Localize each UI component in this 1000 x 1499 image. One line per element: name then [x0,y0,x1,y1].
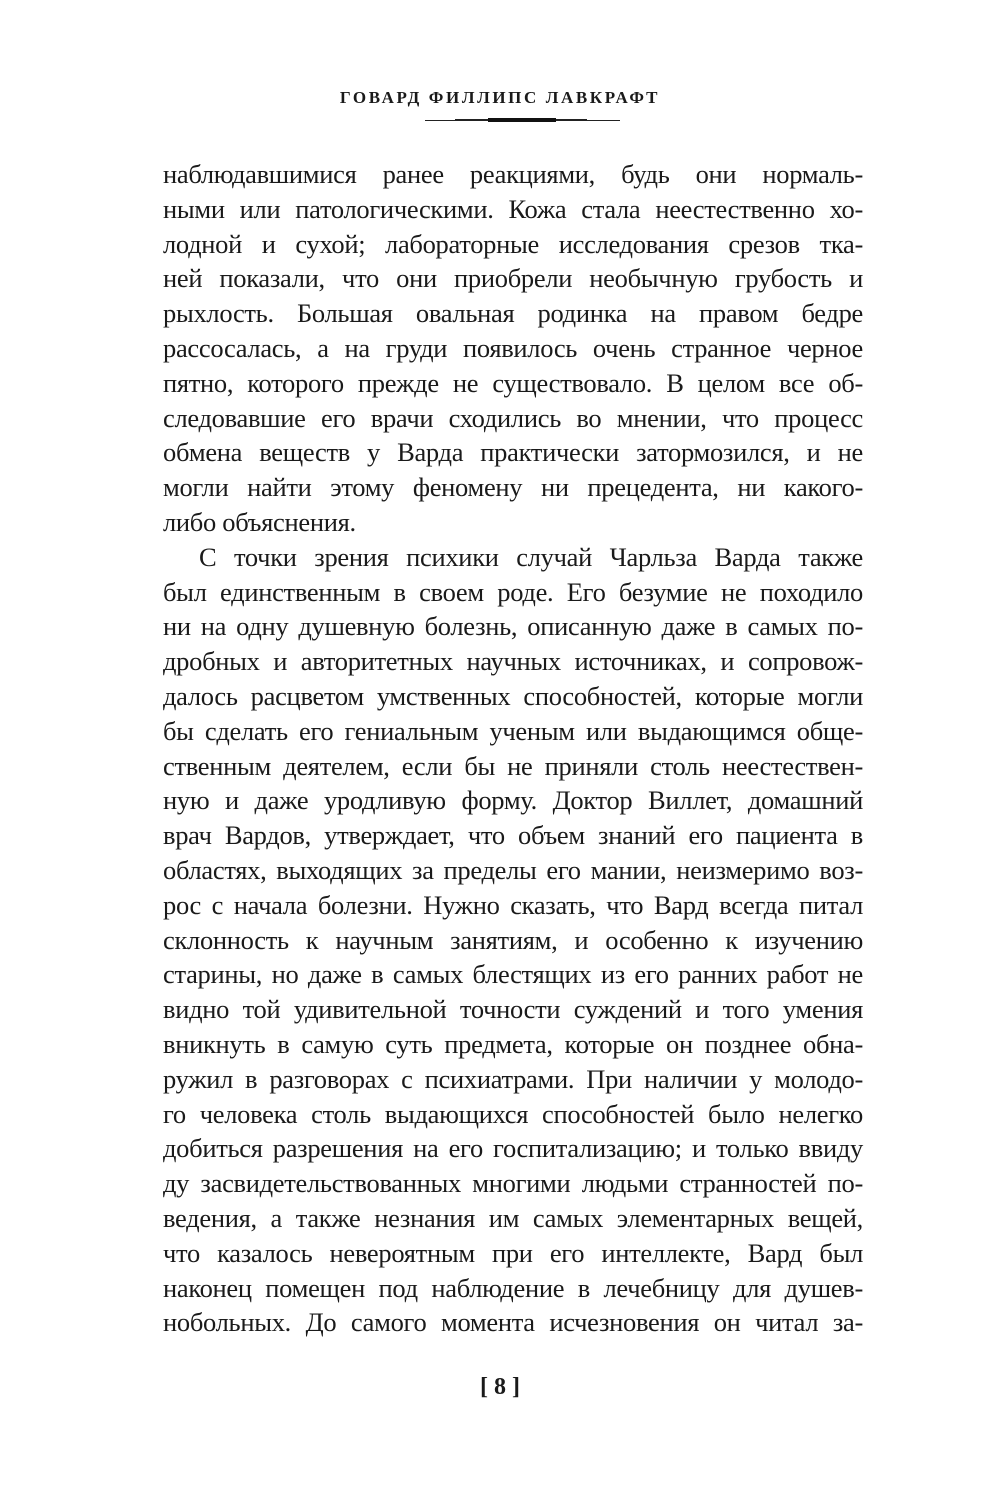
page-body [163,157,863,1340]
text-line: наконец помещен под наблюдение в лечебницу для душев- [163,1272,863,1303]
text-line: ведения, а также незнания им самых элементарных вещей, [163,1202,863,1233]
text-line: был единственным в своем роде. Его безумие не походило [163,576,863,607]
text-line: ными или патологическими. Кожа стала неестественно хо- [163,193,863,224]
text-line: старины, но даже в самых блестящих из его ранних работ не [163,959,863,990]
text-line: ственным деятелем, если бы не приняли столь неестествен- [163,750,863,781]
text-line: склонность к научным занятиям, и особенно к изучению [163,924,863,955]
text-line: ней показали, что они приобрели необычную грубость и [163,263,863,294]
text-line: врач Вардов, утверждает, что объем знаний его пациента в [163,820,863,851]
text-line: рассосалась, а на груди появилось очень странное черное [163,332,863,363]
text-line: дробных и авторитетных научных источниках, и сопровож- [163,646,863,677]
text-line: видно той удивительной точности суждений и того умения [163,994,863,1025]
text-line: наблюдавшимися ранее реакциями, будь они нормаль- [163,159,863,189]
text-line: могли найти этому феномену ни прецедента, ни какого- [163,472,863,503]
text-line: следовавшие его врачи сходились во мнении, что процесс [163,402,863,433]
text-line: лодной и сухой; лабораторные исследования срезов тка- [163,228,863,259]
text-line: что казалось невероятным при его интеллекте, Вард был [163,1237,863,1268]
text-line: пятно, которого прежде не существовало. В целом все об- [163,367,863,398]
text-line: го человека столь выдающихся способностей было нелегко [163,1098,863,1129]
text-line: ную и даже уродливую форму. Доктор Виллет, домашний [163,785,863,816]
page-number: [ 8 ] [480,1374,520,1400]
text-line: далось расцветом умственных способностей, которые могли [163,680,863,711]
text-line: бы сделать его гениальным ученым или выдающимся обще- [163,715,863,746]
text-line: рыхлость. Большая овальная родинка на правом бедре [163,298,863,329]
text-line: вникнуть в самую суть предмета, которые он позднее обна- [163,1028,863,1059]
text-line: ду засвидетельствованных многими людьми странностей по- [163,1168,863,1199]
text-line: областях, выходящих за пределы его мании, неизмеримо воз- [163,854,863,885]
text-line: ни на одну душевную болезнь, описанную даже в самых по- [163,611,863,642]
header-rule-center [488,118,556,122]
text-line: нобольных. До самого момента исчезновения он читал за- [163,1307,863,1338]
running-header: ГОВАРД ФИЛЛИПС ЛАВКРАФТ [339,88,661,107]
text-line: ружил в разговорах с психиатрами. При наличии у молодо- [163,1063,863,1094]
text-line: рос с начала болезни. Нужно сказать, что Вард всегда питал [163,889,863,920]
text-line: С точки зрения психики случай Чарльза Варда также [199,541,863,572]
text-line: обмена веществ у Варда практически затормозился, и не [163,437,863,468]
text-line: либо объяснения. [163,506,356,537]
text-line: добиться разрешения на его госпитализацию; и только ввиду [163,1133,863,1164]
